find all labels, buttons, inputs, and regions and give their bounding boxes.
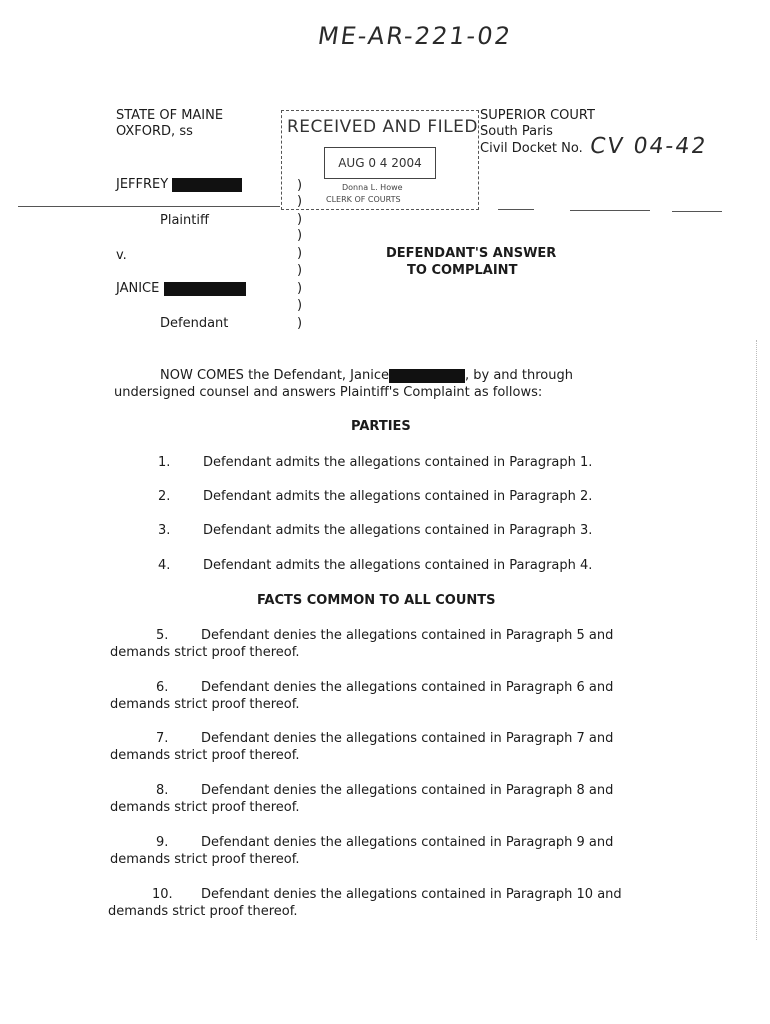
paragraph-text-line1: Defendant denies the allegations contained in Paragraph 8 and [201,783,614,798]
plaintiff-name: JEFFREY [116,177,242,192]
paragraph-number: 2. [158,489,171,504]
handwritten-case-reference: ME-AR-221-02 [316,22,514,50]
caption-bracket: ) [297,228,303,243]
caption-bracket: ) [297,281,303,296]
paragraph-text-line2: demands strict proof thereof. [110,852,300,867]
caption-bracket: ) [297,212,303,227]
paragraph-text-line1: Defendant denies the allegations contained in Paragraph 7 and [201,731,614,746]
paragraph-text-line2: demands strict proof thereof. [110,800,300,815]
document-title-line2: TO COMPLAINT [407,263,518,278]
redaction-bar [389,369,465,383]
caption-docket-number: CV 04-42 [588,134,710,159]
stamp-title: RECEIVED AND FILED [287,117,478,137]
stamp-clerk: CLERK OF COURTS [326,195,401,204]
paragraph-number: 10. [152,887,173,902]
caption-bracket: ) [297,194,303,209]
paragraph-text-line2: demands strict proof thereof. [110,748,300,763]
stamp-date: AUG 0 4 2004 [324,147,436,179]
caption-bracket: ) [297,263,303,278]
paragraph-text-line2: demands strict proof thereof. [108,904,298,919]
caption-underline-right-2 [570,210,650,211]
paragraph-text-line1: Defendant denies the allegations contained in Paragraph 6 and [201,680,614,695]
caption-court: SUPERIOR COURT [480,108,595,123]
redaction-bar [164,282,246,296]
redaction-bar [172,178,242,192]
paragraph-number: 1. [158,455,171,470]
caption-underline-right-1 [498,209,534,210]
paragraph-text-line2: demands strict proof thereof. [110,697,300,712]
paragraph-text-line1: Defendant denies the allegations contained in Paragraph 9 and [201,835,614,850]
caption-bracket: ) [297,316,303,331]
plaintiff-role: Plaintiff [160,213,209,228]
defendant-name: JANICE [116,281,246,296]
section-heading-facts: FACTS COMMON TO ALL COUNTS [257,593,496,608]
caption-docket-label: Civil Docket No. [480,141,583,156]
document-title-line1: DEFENDANT'S ANSWER [386,246,557,261]
received-filed-stamp [281,110,479,210]
intro-line1: NOW COMES the Defendant, Janice , by and through [160,368,573,383]
caption-location: South Paris [480,124,553,139]
caption-state: STATE OF MAINE [116,108,224,123]
caption-bracket: ) [297,178,303,193]
defendant-role: Defendant [160,316,229,331]
paragraph-text: Defendant admits the allegations contained in Paragraph 2. [203,489,593,504]
paragraph-number: 7. [156,731,169,746]
paragraph-number: 4. [158,558,171,573]
paragraph-number: 9. [156,835,169,850]
paragraph-text: Defendant admits the allegations contained in Paragraph 3. [203,523,593,538]
scan-edge-artifact [756,340,758,940]
paragraph-number: 5. [156,628,169,643]
paragraph-text-line1: Defendant denies the allegations contained in Paragraph 10 and [201,887,622,902]
paragraph-text: Defendant admits the allegations contained in Paragraph 4. [203,558,593,573]
caption-county: OXFORD, ss [116,124,193,139]
section-heading-parties: PARTIES [351,419,411,434]
caption-bracket: ) [297,246,303,261]
intro-line2: undersigned counsel and answers Plaintiff's Complaint as follows: [114,385,543,400]
paragraph-text-line2: demands strict proof thereof. [110,645,300,660]
stamp-signature: Donna L. Howe [342,183,403,192]
paragraph-text-line1: Defendant denies the allegations contained in Paragraph 5 and [201,628,614,643]
caption-bracket: ) [297,298,303,313]
caption-underline-right-3 [672,211,722,212]
caption-versus: v. [116,248,127,263]
caption-underline-left [18,206,280,207]
paragraph-number: 8. [156,783,169,798]
paragraph-text: Defendant admits the allegations contained in Paragraph 1. [203,455,593,470]
paragraph-number: 6. [156,680,169,695]
paragraph-number: 3. [158,523,171,538]
